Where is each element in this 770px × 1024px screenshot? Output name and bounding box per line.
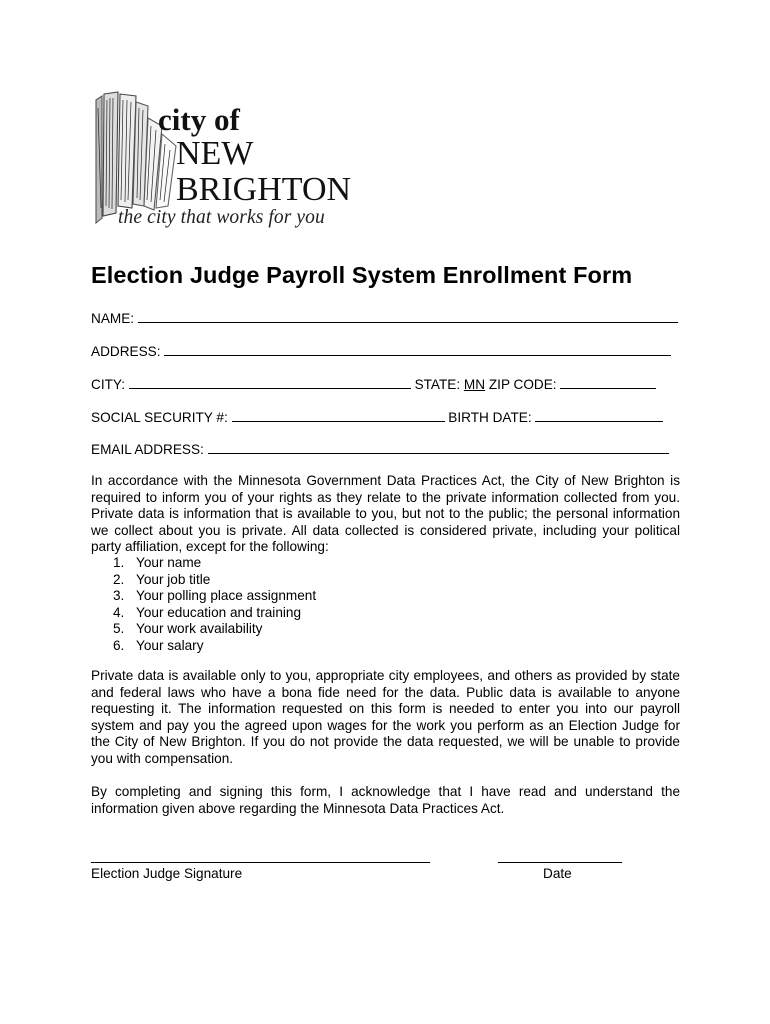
address-label: ADDRESS:: [91, 344, 161, 359]
birth-date-label: BIRTH DATE:: [448, 410, 532, 425]
zip-field[interactable]: [560, 376, 656, 389]
public-data-list: [91, 555, 316, 654]
list-item: 6. Your salary: [113, 637, 204, 653]
svg-text:city of: city of: [158, 102, 240, 137]
address-field[interactable]: [164, 343, 671, 356]
list-item: 5. Your work availability: [113, 621, 263, 636]
data-access-text: Private data is available only to you, appropriate city employees, and others as provided by state and federal laws who have a bona fide need for the data. Public data is available to anyone requesting it. The information requested on this form is needed to enter you into our payroll system and pay you the agreed upon wages for the work you perform as an Election Judge for the City of New Brighton. If you do not provide the data requested, we will be unable to provide you with compensation.: [91, 668, 680, 766]
name-label: NAME:: [91, 311, 135, 326]
form-title: Election Judge Payroll System Enrollment Form: [91, 262, 633, 288]
privacy-notice-text: In accordance with the Minnesota Government Data Practices Act, the City of New Brighton is required to inform you of your rights as they relate to the private information collected from you. Private data is information that is available to you, but not to the public; the personal information we collect about you is private. All data collected is considered private, including your political party affiliation, except for the following:: [91, 473, 680, 554]
signature-label: Election Judge Signature: [91, 866, 243, 881]
ssn-field[interactable]: [232, 409, 445, 422]
acknowledgement-paragraph: [91, 784, 680, 817]
ssn-label: SOCIAL SECURITY #:: [91, 410, 228, 425]
city-label: CITY:: [91, 377, 125, 392]
svg-text:NEW: NEW: [176, 135, 254, 172]
email-label: EMAIL ADDRESS:: [91, 442, 204, 457]
birth-date-field[interactable]: [535, 409, 663, 422]
svg-text:BRIGHTON: BRIGHTON: [176, 171, 352, 208]
signature-field[interactable]: [91, 862, 430, 863]
email-row: [91, 441, 669, 458]
email-field[interactable]: [208, 441, 669, 454]
name-row: [91, 310, 678, 327]
data-access-paragraph: [91, 668, 680, 767]
ssn-birth-row: [91, 409, 663, 426]
list-item: 3. Your polling place assignment: [113, 588, 317, 603]
list-item: 1. Your name: [113, 555, 202, 570]
date-field[interactable]: [498, 862, 622, 863]
name-field[interactable]: [138, 310, 678, 323]
zip-label: ZIP CODE:: [488, 377, 557, 392]
acknowledgement-text: By completing and signing this form, I acknowledge that I have read and understand the information given above regarding the Minnesota Data Practices Act.: [91, 784, 680, 816]
state-value[interactable]: MN: [463, 377, 486, 392]
date-label: Date: [543, 866, 572, 881]
list-item: 2. Your job title: [113, 571, 211, 587]
logo-tagline: the city that works for you: [118, 207, 325, 228]
address-row: [91, 343, 671, 360]
city-field[interactable]: [129, 376, 411, 389]
city-logo: [92, 88, 362, 238]
list-item: 4. Your education and training: [113, 604, 302, 620]
state-label: STATE:: [414, 377, 461, 392]
privacy-notice-paragraph: [91, 473, 680, 556]
city-state-zip-row: [91, 376, 656, 393]
